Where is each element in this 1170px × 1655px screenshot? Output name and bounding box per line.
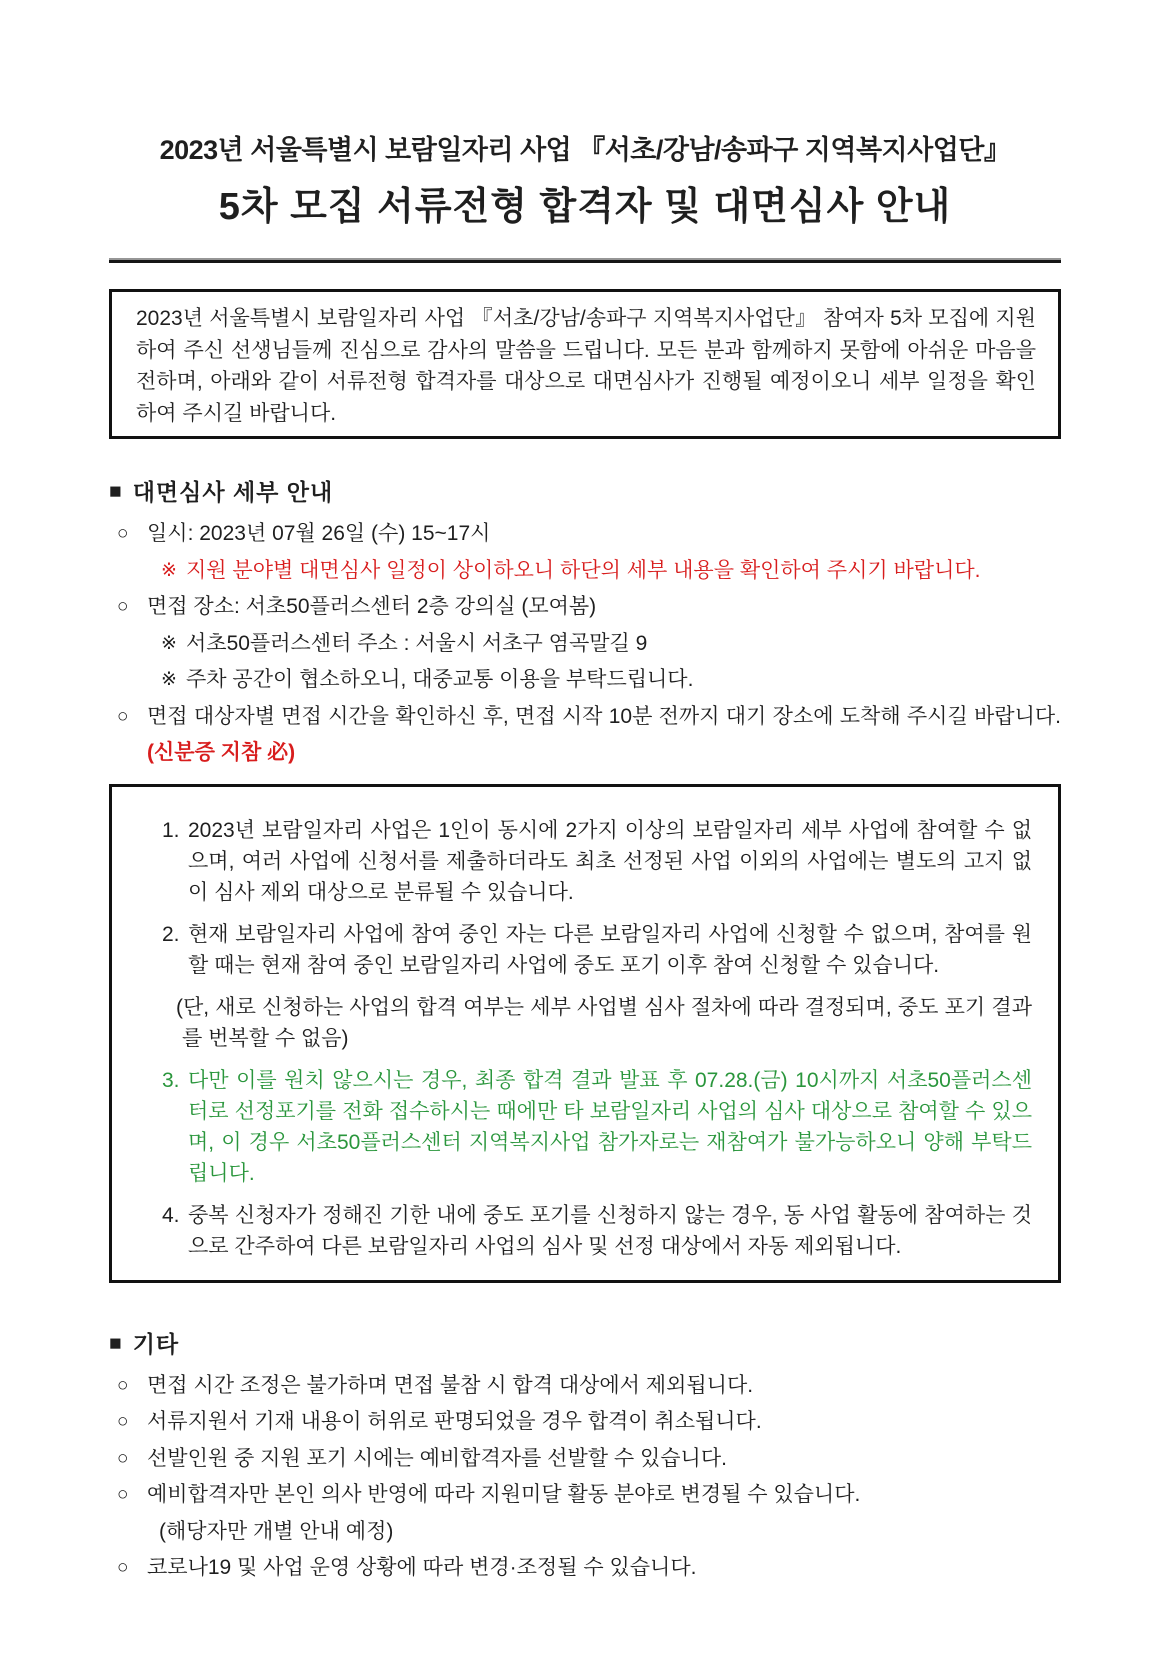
etc-item-1-text: 면접 시간 조정은 불가하며 면접 불참 시 합격 대상에서 제외됩니다. (147, 1373, 754, 1397)
interview-heading-label: 대면심사 세부 안내 (132, 479, 334, 505)
interview-detail-list (109, 516, 1061, 772)
etc-list (109, 1368, 1061, 1587)
etc-item-4-text: 예비합격자만 본인 의사 반영에 따라 지원미달 활동 분야로 변경될 수 있습니다. (147, 1483, 861, 1506)
etc-item-covid (109, 1550, 1061, 1587)
notice-item-2-subnote: (단, 새로 신청하는 사업의 합격 여부는 세부 사업별 심사 절차에 따라 결정되며, 중도 포기 결과를 번복할 수 없음) (176, 995, 1032, 1050)
circle-bullet-icon: ○ (117, 596, 129, 617)
black-square-icon: ■ (109, 480, 123, 503)
interview-section-heading (109, 477, 1061, 507)
circle-bullet-icon: ○ (117, 1411, 129, 1432)
notice-item-2-text: 현재 보람일자리 사업에 참여 중인 자는 다른 보람일자리 사업에 신청할 수 없으며, 참여를 원할 때는 현재 참여 중인 보람일자리 사업에 중도 포기 이후 참여 신청할 수 있습니다. (188, 922, 1032, 977)
datetime-text: 일시: 2023년 07월 26일 (수) 15~17시 (147, 522, 491, 545)
circle-bullet-icon: ○ (117, 705, 129, 727)
document-title-line1: 2023년 서울특별시 보람일자리 사업 『서초/강남/송파구 지역복지사업단』 (159, 135, 1011, 165)
etc-item-field-change (109, 1477, 1061, 1514)
etc-section-heading (109, 1329, 1061, 1359)
title-divider-rule (109, 258, 1061, 263)
etc-item-3-text: 선발인원 중 지원 포기 시에는 예비합격자를 선발할 수 있습니다. (147, 1446, 727, 1470)
circle-bullet-icon: ○ (117, 1374, 129, 1396)
item-number: 2. (162, 922, 180, 946)
reference-mark-icon: ※ (161, 632, 177, 654)
notice-box (109, 784, 1061, 1283)
reference-mark-icon: ※ (161, 559, 177, 581)
location-text: 면접 장소: 서초50플러스센터 2층 강의실 (모여봄) (147, 595, 597, 618)
notice-item-3-text: 다만 이를 원치 않으시는 경우, 최종 합격 결과 발표 후 07.28.(금) 10시까지 서초50플러스센터로 선정포기를 전화 접수하시는 때에만 타 보람일자리 사업의 심사 대상으로 참여할 수 있으며, 이 경우 서초50플러스센터 지역복지사업 참가자로는 재참여가 불가능하오니 양해 부탁드립니다. (188, 1068, 1032, 1185)
circle-bullet-icon: ○ (117, 1557, 129, 1578)
etc-item-4-subnote: (해당자만 개별 안내 예정) (159, 1519, 394, 1543)
list-item-location (109, 589, 1061, 626)
note-address (109, 626, 1061, 663)
item-number: 3. (162, 1068, 180, 1092)
list-item-arrival (109, 699, 1061, 772)
item-number: 4. (162, 1203, 180, 1227)
address-text: 서초50플러스센터 주소 : 서울시 서초구 염곡말길 9 (186, 631, 648, 655)
document-page (109, 0, 1061, 1587)
notice-item-1-text: 2023년 보람일자리 사업은 1인이 동시에 2가지 이상의 보람일자리 세부 사업에 참여할 수 없으며, 여러 사업에 신청서를 제출하더라도 최초 선정된 사업 이외의 사업에는 별도의 고지 없이 심사 제외 대상으로 분류될 수 있습니다. (188, 818, 1032, 904)
arrival-text: 면접 대상자별 면접 시간을 확인하신 후, 면접 시작 10분 전까지 대기 장소에 도착해 주시길 바랍니다. (147, 704, 1061, 728)
item-number: 1. (162, 818, 180, 842)
intro-paragraph: 2023년 서울특별시 보람일자리 사업 『서초/강남/송파구 지역복지사업단』 참여자 5차 모집에 지원하여 주신 선생님들께 진심으로 감사의 말씀을 드립니다. 모든 분과 함께하지 못함에 아쉬운 마음을 전하며, 아래와 같이 서류전형 합격자를 대상으로 대면심사가 진행될 예정이오니 세부 일정을 확인하여 주시길 바랍니다. (136, 307, 1036, 425)
etc-item-2-text: 서류지원서 기재 내용이 허위로 판명되었을 경우 합격이 취소됩니다. (147, 1410, 762, 1433)
notice-item-1 (136, 815, 1032, 908)
reference-mark-icon: ※ (161, 669, 177, 690)
circle-bullet-icon: ○ (117, 1447, 129, 1469)
parking-text: 주차 공간이 협소하오니, 대중교통 이용을 부탁드립니다. (186, 668, 694, 691)
circle-bullet-icon: ○ (117, 1484, 129, 1505)
document-title-line2: 5차 모집 서류전형 합격자 및 대면심사 안내 (218, 186, 952, 228)
notice-item-2 (136, 919, 1032, 981)
list-item-datetime (109, 516, 1061, 553)
etc-heading-label: 기타 (132, 1330, 180, 1357)
schedule-warning-text: 지원 분야별 대면심사 일정이 상이하오니 하단의 세부 내용을 확인하여 주시기 바랍니다. (186, 558, 981, 582)
etc-item-waitlist (109, 1441, 1061, 1478)
id-required-text: (신분증 지참 必) (147, 741, 296, 764)
intro-box (109, 289, 1061, 439)
note-schedule-warning (109, 553, 1061, 590)
notice-item-3 (136, 1065, 1032, 1189)
etc-item-false-statement (109, 1404, 1061, 1441)
notice-item-4-text: 중복 신청자가 정해진 기한 내에 중도 포기를 신청하지 않는 경우, 동 사업 활동에 참여하는 것으로 간주하여 다른 보람일자리 사업의 심사 및 선정 대상에서 자동 제외됩니다. (188, 1203, 1032, 1258)
etc-item-no-reschedule (109, 1368, 1061, 1405)
notice-item-4 (136, 1200, 1032, 1262)
circle-bullet-icon: ○ (117, 523, 129, 544)
note-parking (109, 662, 1061, 699)
etc-item-5-text: 코로나19 및 사업 운영 상황에 따라 변경·조정될 수 있습니다. (147, 1556, 697, 1579)
black-square-icon: ■ (109, 1331, 123, 1355)
